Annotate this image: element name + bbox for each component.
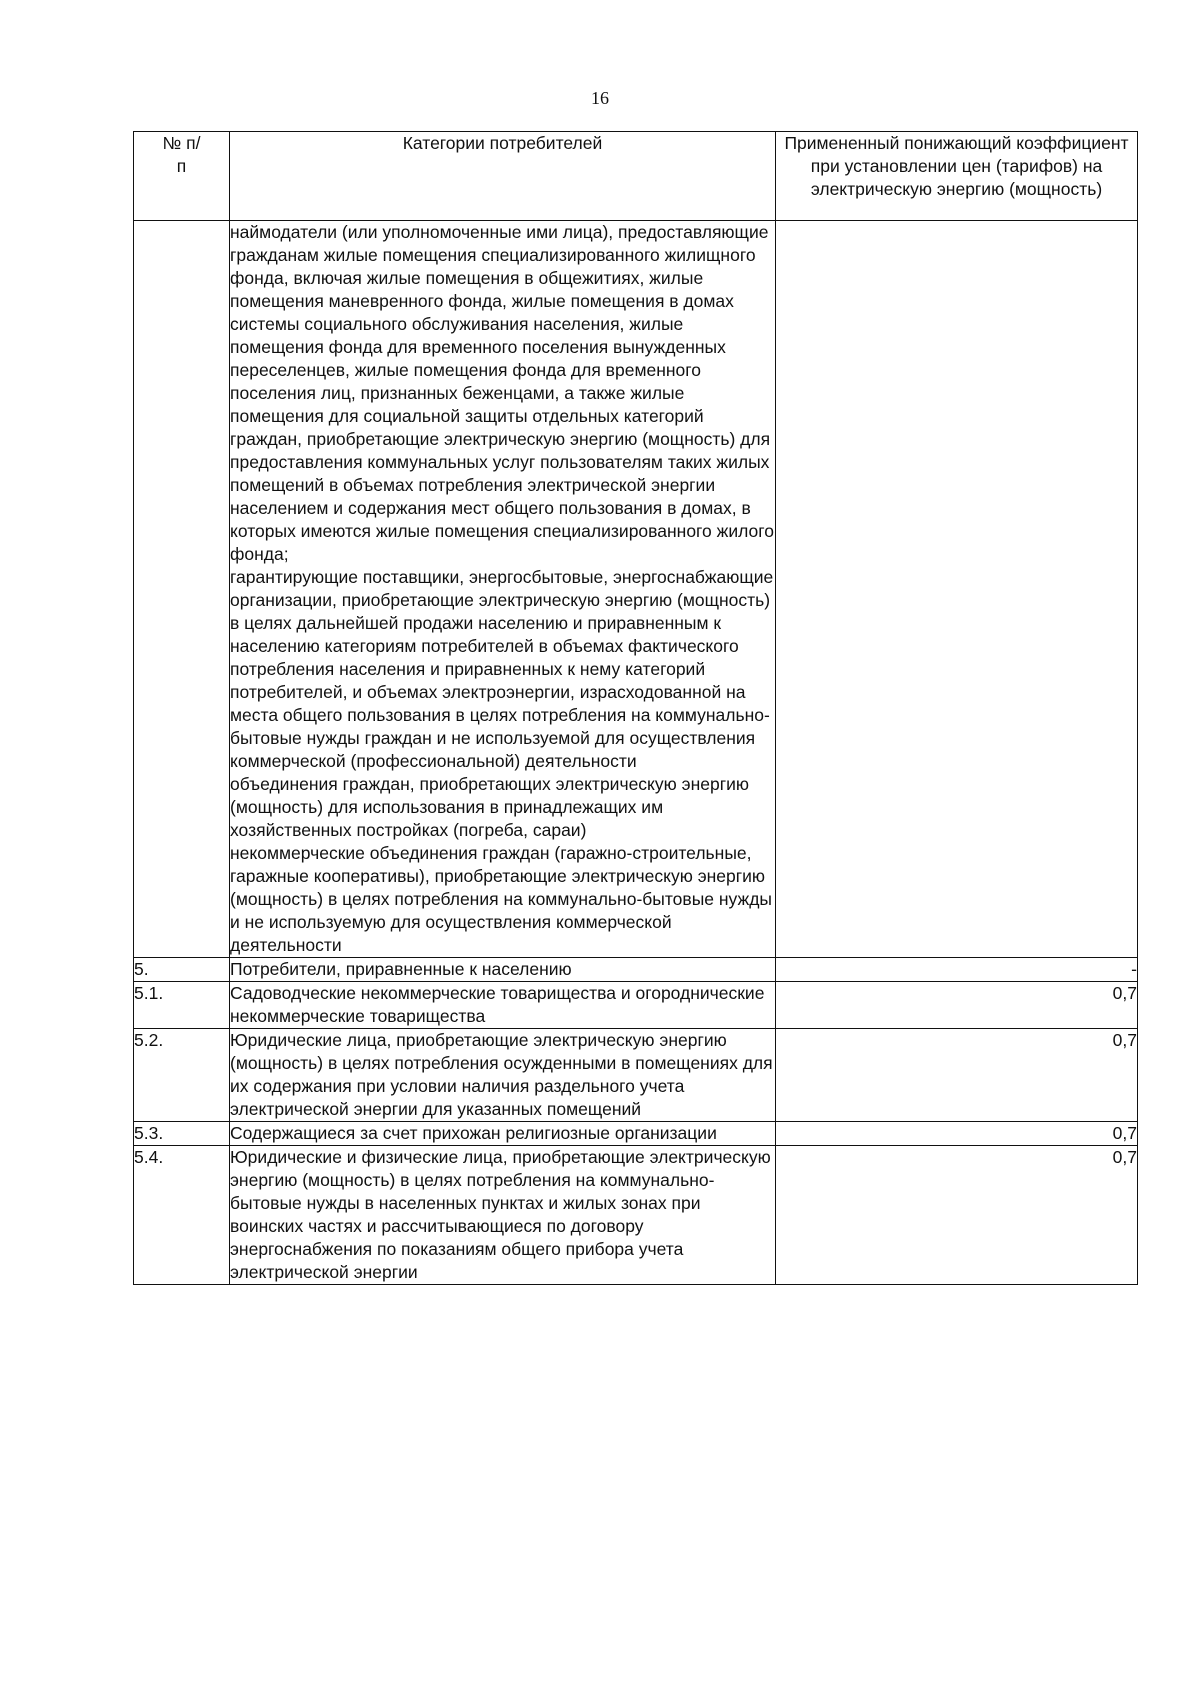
- table-row-continuation: [134, 221, 1138, 958]
- row-category: Содержащиеся за счет прихожан религиозные организации: [230, 1122, 776, 1146]
- header-coefficient: Примененный понижающий коэффициент при установлении цен (тарифов) на электрическую энергию (мощность): [776, 132, 1138, 221]
- row-number: 5.: [134, 958, 230, 982]
- table-row: [134, 958, 1138, 982]
- row-number-empty: [134, 221, 230, 958]
- row-category: Юридические и физические лица, приобретающие электрическую энергию (мощность) в целях потребления на коммунально-бытовые нужды в населенных пунктах и жилых зонах при воинских частях и рассчитывающиеся по договору энергоснабжения по показаниям общего прибора учета электрической энергии: [230, 1146, 776, 1285]
- consumer-categories-table: [133, 131, 1138, 1285]
- continuation-paragraph: некоммерческие объединения граждан (гаражно-строительные, гаражные кооперативы), приобретающие электрическую энергию (мощность) в целях потребления на коммунально-бытовые нужды и не используемую для осуществления коммерческой деятельности: [230, 843, 772, 955]
- row-coefficient: 0,7: [776, 982, 1138, 1029]
- header-number-label: № п/п: [162, 133, 201, 176]
- row-category: Садоводческие некоммерческие товарищества и огороднические некоммерческие товарищества: [230, 982, 776, 1029]
- row-number: 5.4.: [134, 1146, 230, 1285]
- page-number: 16: [591, 88, 609, 108]
- table-row: [134, 982, 1138, 1029]
- row-category: Потребители, приравненные к населению: [230, 958, 776, 982]
- continuation-paragraph: наймодатели (или уполномоченные ими лица), предоставляющие гражданам жилые помещения специализированного жилищного фонда, включая жилые помещения в общежитиях, жилые помещения маневренного фонда, жилые помещения в домах системы социального обслуживания населения, жилые помещения фонда для временного поселения вынужденных переселенцев, жилые помещения фонда для временного поселения лиц, признанных беженцами, а также жилые помещения для социальной защиты отдельных категорий граждан, приобретающие электрическую энергию (мощность) для предоставления коммунальных услуг пользователям таких жилых помещений в объемах потребления электрической энергии населением и содержания мест общего пользования в домах, в которых имеются жилые помещения специализированного жилого фонда;: [230, 222, 774, 564]
- row-coefficient-empty: [776, 221, 1138, 958]
- row-coefficient: -: [776, 958, 1138, 982]
- table-row: [134, 1122, 1138, 1146]
- row-category-continuation: [230, 221, 776, 958]
- row-number: 5.3.: [134, 1122, 230, 1146]
- row-number: 5.1.: [134, 982, 230, 1029]
- table-row: [134, 1146, 1138, 1285]
- row-coefficient: 0,7: [776, 1146, 1138, 1285]
- header-category: Категории потребителей: [230, 132, 776, 221]
- row-coefficient: 0,7: [776, 1122, 1138, 1146]
- table-row: [134, 1029, 1138, 1122]
- continuation-paragraph: гарантирующие поставщики, энергосбытовые, энергоснабжающие организации, приобретающие электрическую энергию (мощность) в целях дальнейшей продажи населению и приравненным к населению категориям потребителей в объемах фактического потребления населения и приравненных к нему категорий потребителей, и объемах электроэнергии, израсходованной на места общего пользования в целях потребления на коммунально-бытовые нужды граждан и не используемой для осуществления коммерческой (профессиональной) деятельности: [230, 567, 774, 771]
- row-number: 5.2.: [134, 1029, 230, 1122]
- continuation-paragraph: объединения граждан, приобретающих электрическую энергию (мощность) для использования в принадлежащих им хозяйственных постройках (погреба, сараи): [230, 774, 749, 840]
- row-category: Юридические лица, приобретающие электрическую энергию (мощность) в целях потребления осужденными в помещениях для их содержания при условии наличия раздельного учета электрической энергии для указанных помещений: [230, 1029, 776, 1122]
- header-number: [134, 132, 230, 221]
- table-header-row: [134, 132, 1138, 221]
- row-coefficient: 0,7: [776, 1029, 1138, 1122]
